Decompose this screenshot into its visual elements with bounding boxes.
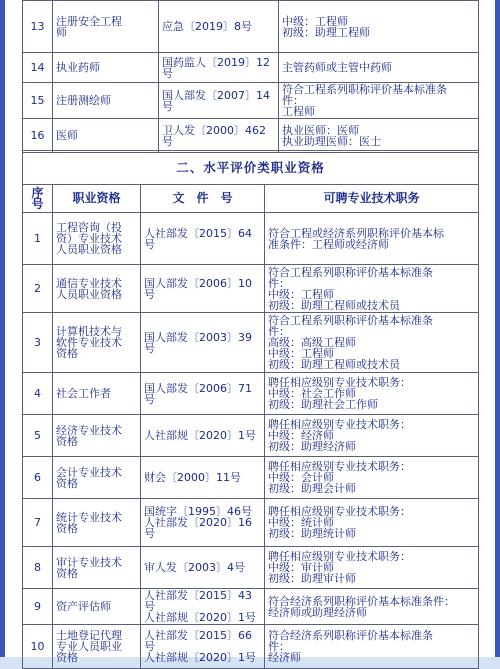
qualification-name-line: 人员职业资格	[56, 287, 122, 301]
applicable-position-line: 初级：助理统计师	[268, 527, 356, 540]
applicable-position-line: 中级：审计师	[268, 561, 334, 574]
qualification-name-line: 社会工作者	[56, 387, 111, 400]
applicable-position-line: 符合经济系列职称评价基本标准条件：	[268, 594, 455, 608]
applicable-position-line: 初级：助理工程师	[282, 25, 370, 39]
qualification-name-line: 会计专业技术	[56, 465, 122, 479]
header-position: 可聘专业技术职务	[265, 185, 479, 213]
applicable-position-line: 聘任相应级别专业技术职务：	[268, 376, 411, 389]
applicable-position-line: 符合工程系列职称评价基本标准条	[282, 83, 447, 96]
serial-number: 4	[23, 373, 53, 415]
table-row	[23, 373, 479, 415]
applicable-position	[265, 265, 479, 313]
serial-number: 13	[23, 1, 53, 53]
applicable-position-line: 初级：助理工程师或技术员	[268, 358, 400, 371]
document-number-line: 号	[144, 600, 155, 613]
table-row	[23, 625, 479, 669]
document-number	[141, 589, 265, 625]
applicable-position-line: 聘任相应级别专业技术职务：	[268, 460, 411, 473]
qualification-name-line: 资格	[56, 476, 78, 490]
document-number-line: 人社部发〔2015〕66	[144, 629, 252, 642]
header-qualification: 职业资格	[53, 185, 141, 213]
applicable-position-line: 主管药师或主管中药师	[282, 61, 392, 74]
qualification-name	[53, 547, 141, 589]
document-number-line: 人社部规〔2020〕1号	[144, 429, 256, 442]
document-number	[159, 1, 279, 53]
document-number-line: 号	[144, 341, 155, 355]
applicable-position	[279, 119, 479, 153]
qualification-name	[53, 313, 141, 373]
applicable-position-line: 聘任相应级别专业技术职务：	[268, 505, 411, 518]
document-number-line: 人社部发〔2015〕64	[144, 226, 252, 240]
qualification-name-line: 资产评估师	[56, 600, 111, 613]
qualification-name-line: 通信专业技术	[56, 276, 122, 290]
qualification-name	[53, 415, 141, 457]
document-number-line: 人社部规〔2020〕1号	[144, 611, 256, 624]
qualification-name-line: 资格	[56, 651, 78, 664]
applicable-position-line: 件：	[268, 276, 290, 290]
document-number	[141, 415, 265, 457]
applicable-position-line: 符合工程或经济系列职称评价基本标	[268, 226, 444, 240]
applicable-position-line: 中级：工程师	[282, 14, 348, 28]
document-number	[141, 265, 265, 313]
document-number-line: 号	[144, 640, 155, 653]
serial-number: 16	[23, 119, 53, 153]
table-row	[23, 457, 479, 499]
table-row	[23, 547, 479, 589]
qualification-name-line: 计算机技术与	[56, 325, 122, 338]
qualification-name-line: 软件专业技术	[56, 336, 122, 349]
document-number	[159, 119, 279, 153]
applicable-position-line: 中级：工程师	[268, 287, 334, 301]
serial-number: 14	[23, 53, 53, 83]
serial-number: 10	[23, 625, 53, 669]
applicable-position-line: 中级：会计师	[268, 471, 334, 484]
document-number-line: 国人部发〔2003〕39	[144, 330, 252, 344]
applicable-position	[279, 83, 479, 119]
table-row	[23, 83, 479, 119]
applicable-position-line: 工程师	[282, 105, 315, 118]
qualification-name	[53, 53, 159, 83]
applicable-position	[265, 457, 479, 499]
table-row	[23, 119, 479, 153]
applicable-position-line: 经济师	[268, 651, 301, 664]
document-number-line: 应急〔2019〕8号	[162, 20, 252, 33]
applicable-position	[265, 313, 479, 373]
document-number	[141, 313, 265, 373]
qualification-name-line: 资格	[56, 434, 78, 448]
serial-number: 8	[23, 547, 53, 589]
applicable-position-line: 中级：工程师	[268, 347, 334, 360]
table-row	[23, 313, 479, 373]
qualification-name-line: 经济专业技术	[56, 423, 122, 437]
table-row	[23, 53, 479, 83]
qualification-name	[53, 373, 141, 415]
applicable-position-line: 初级：助理会计师	[268, 482, 356, 495]
applicable-position	[265, 415, 479, 457]
applicable-position-line: 中级：社会工作师	[268, 387, 356, 400]
applicable-position-line: 聘任相应级别专业技术职务：	[268, 418, 411, 431]
document-number	[141, 457, 265, 499]
document-number	[141, 547, 265, 589]
applicable-position-line: 经济师或助理经济师	[268, 605, 367, 619]
header-document-number: 文 件 号	[141, 185, 265, 213]
section-title-row	[23, 151, 479, 185]
qualification-name-line: 执业药师	[56, 61, 100, 74]
applicable-position-line: 件：	[282, 94, 304, 107]
document-number-line: 卫人发〔2000〕462号	[162, 123, 266, 148]
serial-number: 3	[23, 313, 53, 373]
serial-number: 5	[23, 415, 53, 457]
qualification-name	[53, 625, 141, 669]
serial-number: 6	[23, 457, 53, 499]
table-row	[23, 213, 479, 265]
serial-number: 1	[23, 213, 53, 265]
applicable-position	[265, 589, 479, 625]
table-row	[23, 1, 479, 53]
document-number-line: 财会〔2000〕11号	[144, 471, 241, 484]
qualification-name-line: 审计专业技术	[56, 555, 122, 569]
qualification-name-line: 师	[56, 25, 67, 39]
header-serial: 序 号	[23, 185, 53, 213]
document-number-line: 人社部发〔2020〕16	[144, 516, 252, 529]
document-number-line: 审人发〔2003〕4号	[144, 561, 245, 574]
serial-number: 2	[23, 265, 53, 313]
applicable-position	[279, 53, 479, 83]
qualification-name-line: 工程咨询（投	[56, 221, 122, 234]
qualification-name-line: 医师	[56, 129, 78, 142]
document-number	[141, 373, 265, 415]
document-number-line: 国人部发〔2006〕10	[144, 276, 252, 290]
qualification-name	[53, 499, 141, 547]
qualification-name-line: 注册安全工程	[56, 14, 122, 28]
applicable-position	[265, 625, 479, 669]
serial-number: 9	[23, 589, 53, 625]
applicable-position	[279, 1, 479, 53]
applicable-position-line: 符合工程系列职称评价基本标准条	[268, 314, 433, 327]
professional-qualification-table	[22, 0, 479, 153]
applicable-position	[265, 373, 479, 415]
document-number	[141, 499, 265, 547]
document-number	[159, 53, 279, 83]
applicable-position-line: 件：	[268, 640, 290, 653]
applicable-position-line: 符合工程系列职称评价基本标准条	[268, 265, 433, 279]
applicable-position-line: 初级：助理经济师	[268, 440, 356, 453]
document-number-line: 号	[144, 527, 155, 540]
document-number-line: 人社部规〔2020〕1号	[144, 651, 256, 664]
serial-number: 15	[23, 83, 53, 119]
applicable-position-line: 初级：助理审计师	[268, 572, 356, 585]
qualification-name	[53, 457, 141, 499]
qualification-name-line: 土地登记代理	[56, 629, 122, 642]
document-number-line: 号	[144, 392, 155, 406]
applicable-position-line: 准条件：工程师或经济师	[268, 237, 389, 251]
document-number	[159, 83, 279, 119]
applicable-position-line: 件：	[268, 325, 290, 338]
applicable-position-line: 初级：助理社会工作师	[268, 398, 378, 411]
qualification-name-line: 资格	[56, 347, 78, 360]
table-row	[23, 265, 479, 313]
applicable-position-line: 中级：统计师	[268, 516, 334, 529]
applicable-position-line: 初级：助理工程师或技术员	[268, 298, 400, 312]
document-number	[141, 625, 265, 669]
document-number-line: 国人部发〔2007〕14	[162, 88, 270, 102]
qualification-name-line: 资格	[56, 566, 78, 580]
qualification-name-line: 注册测绘师	[56, 94, 111, 107]
qualification-name	[53, 213, 141, 265]
applicable-position-line: 符合经济系列职称评价基本标准条	[268, 629, 433, 642]
applicable-position	[265, 547, 479, 589]
qualification-name-line: 专业人员职业	[56, 640, 122, 653]
qualification-name-line: 资格	[56, 521, 78, 535]
table-row	[23, 589, 479, 625]
header-row	[23, 185, 479, 213]
applicable-position	[265, 213, 479, 265]
document-number-line: 号	[144, 237, 155, 251]
qualification-name-line: 人员职业资格	[56, 243, 122, 256]
qualification-name	[53, 589, 141, 625]
section-title: 二、水平评价类职业资格	[23, 151, 479, 185]
level-evaluation-table	[22, 150, 479, 669]
document-number	[141, 213, 265, 265]
serial-number: 7	[23, 499, 53, 547]
table-row	[23, 499, 479, 547]
document-number-line: 人社部发〔2015〕43	[144, 589, 252, 602]
document-number-line: 国统字〔1995〕46号	[144, 505, 252, 518]
applicable-position-line: 中级：经济师	[268, 429, 334, 442]
applicable-position-line: 高级：高级工程师	[268, 336, 356, 349]
qualification-name-line: 资）专业技术	[56, 232, 122, 245]
document-number-line: 号	[144, 287, 155, 301]
qualification-name	[53, 83, 159, 119]
document-number-line: 国人部发〔2006〕71	[144, 381, 252, 395]
qualification-name	[53, 119, 159, 153]
document-number-line: 号	[162, 66, 173, 80]
qualification-name	[53, 1, 159, 53]
table-row	[23, 415, 479, 457]
qualification-name-line: 统计专业技术	[56, 510, 122, 524]
qualification-name	[53, 265, 141, 313]
applicable-position-line: 执业助理医师：医士	[282, 134, 381, 148]
applicable-position-line: 聘任相应级别专业技术职务：	[268, 550, 411, 563]
applicable-position	[265, 499, 479, 547]
document-number-line: 号	[162, 99, 173, 113]
document-number-line: 国药监人〔2019〕12	[162, 55, 270, 69]
applicable-position-line: 执业医师：医师	[282, 123, 359, 137]
